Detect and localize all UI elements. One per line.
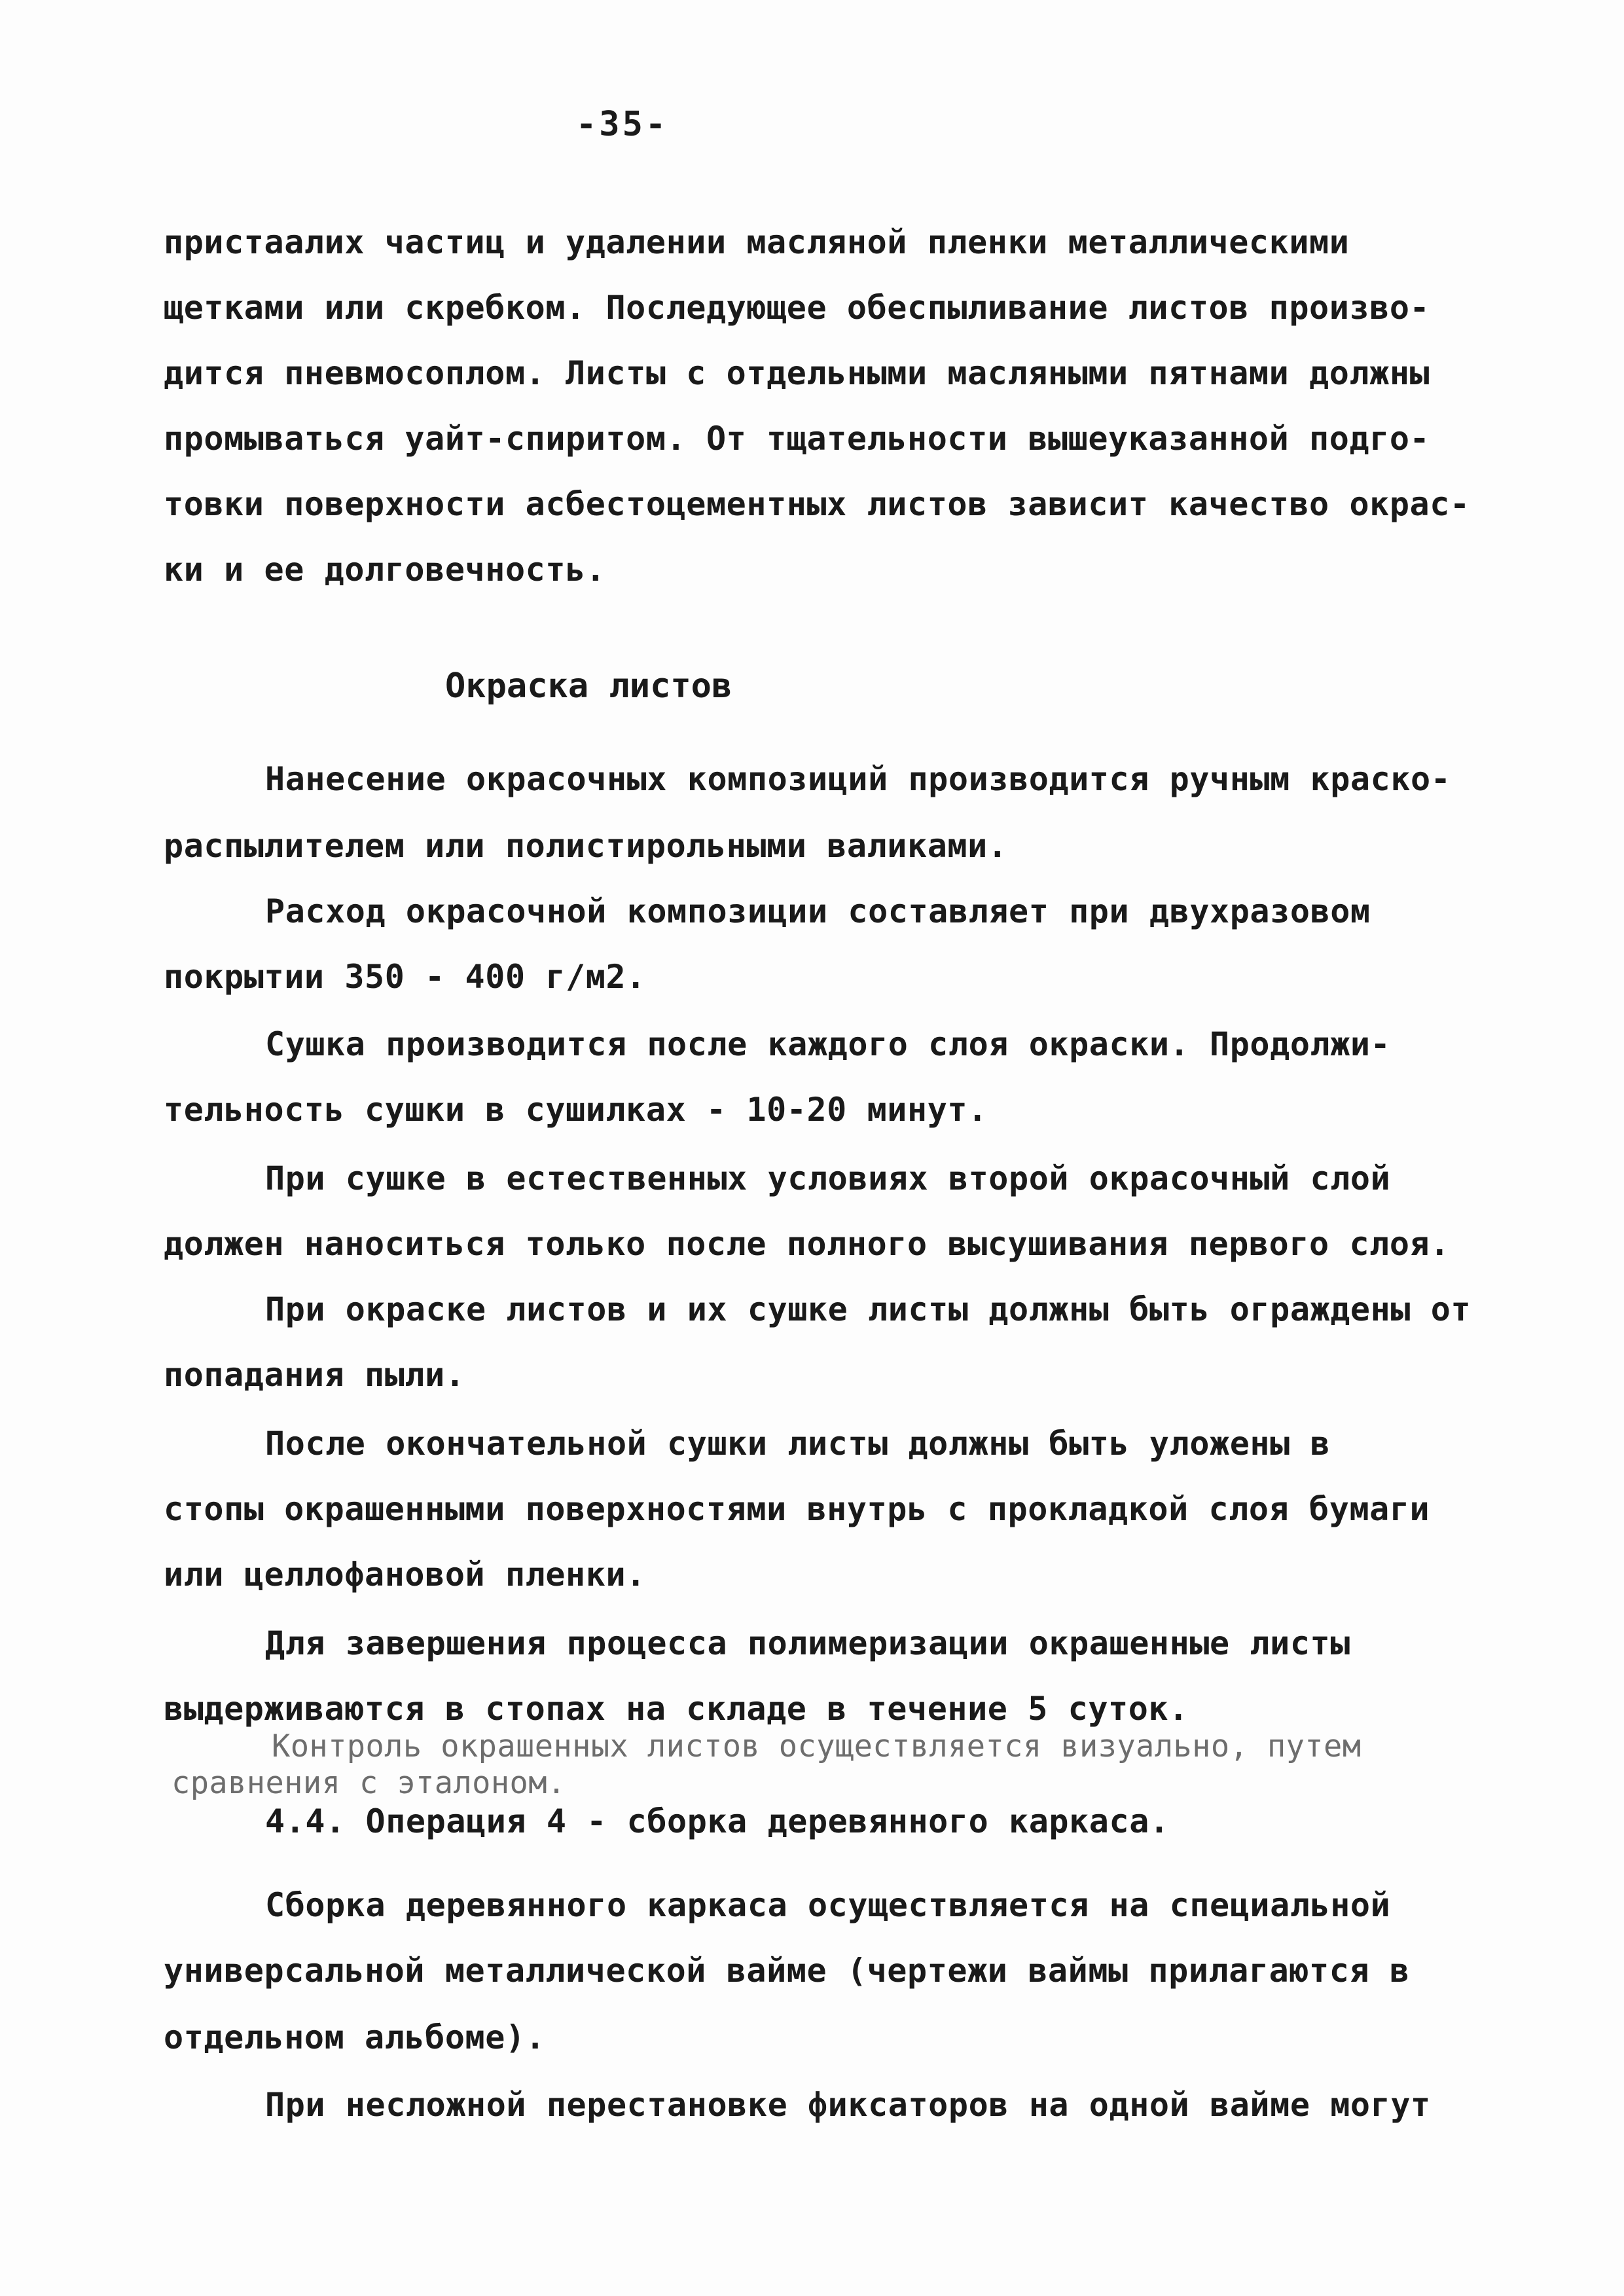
text-line: покрытии 350 - 400 г/м2. bbox=[164, 958, 646, 996]
text-line: тельность сушки в сушилках - 10-20 минут. bbox=[164, 1091, 988, 1129]
text-line: Для завершения процесса полимеризации окрашенные листы bbox=[265, 1624, 1350, 1662]
text-line: отдельном альбоме). bbox=[164, 2018, 546, 2056]
text-line: Расход окрасочной композиции составляет при двухразовом bbox=[265, 892, 1371, 930]
text-line: промываться уайт-спиритом. От тщательности вышеуказанной подго- bbox=[164, 420, 1430, 458]
inserted-text-line: Контроль окрашенных листов осуществляется визуально, путем bbox=[272, 1728, 1362, 1764]
text-line: товки поверхности асбестоцементных листов зависит качество окрас- bbox=[164, 485, 1470, 523]
text-line: При сушке в естественных условиях второй окрасочный слой bbox=[265, 1159, 1391, 1197]
text-line: При окраске листов и их сушке листы должны быть ограждены от bbox=[265, 1290, 1471, 1328]
text-line: Сборка деревянного каркаса осуществляется на специальной bbox=[265, 1886, 1391, 1924]
text-line: дится пневмосоплом. Листы с отдельными масляными пятнами должны bbox=[164, 354, 1430, 392]
text-line: выдерживаются в стопах на складе в течение 5 суток. bbox=[164, 1690, 1189, 1728]
text-line: ки и ее долговечность. bbox=[164, 551, 606, 589]
text-line: При несложной перестановке фиксаторов на одной вайме могут bbox=[265, 2086, 1431, 2124]
text-line: или целлофановой пленки. bbox=[164, 1556, 646, 1594]
inserted-text-line: сравнения с эталоном. bbox=[171, 1765, 566, 1801]
text-line: распылителем или полистирольными валиками. bbox=[164, 827, 1008, 865]
text-line: попадания пыли. bbox=[164, 1356, 465, 1394]
text-line: должен наноситься только после полного высушивания первого слоя. bbox=[164, 1225, 1450, 1263]
subsection-heading: 4.4. Операция 4 - сборка деревянного каркаса. bbox=[265, 1802, 1170, 1840]
page-number: -35- bbox=[576, 105, 669, 144]
text-line: Сушка производится после каждого слоя окраски. Продолжи- bbox=[265, 1025, 1391, 1063]
text-line: пристаалих частиц и удалении масляной пленки металлическими bbox=[164, 223, 1350, 261]
text-line: универсальной металлической вайме (чертежи ваймы прилагаются в bbox=[164, 1952, 1410, 1990]
text-line: После окончательной сушки листы должны быть уложены в bbox=[265, 1425, 1331, 1463]
text-line: Нанесение окрасочных композиций производится ручным краско- bbox=[265, 760, 1451, 798]
text-line: щетками или скребком. Последующее обеспыливание листов произво- bbox=[164, 289, 1430, 327]
section-heading: Окраска листов bbox=[445, 666, 732, 706]
text-line: стопы окрашенными поверхностями внутрь с прокладкой слоя бумаги bbox=[164, 1490, 1430, 1528]
